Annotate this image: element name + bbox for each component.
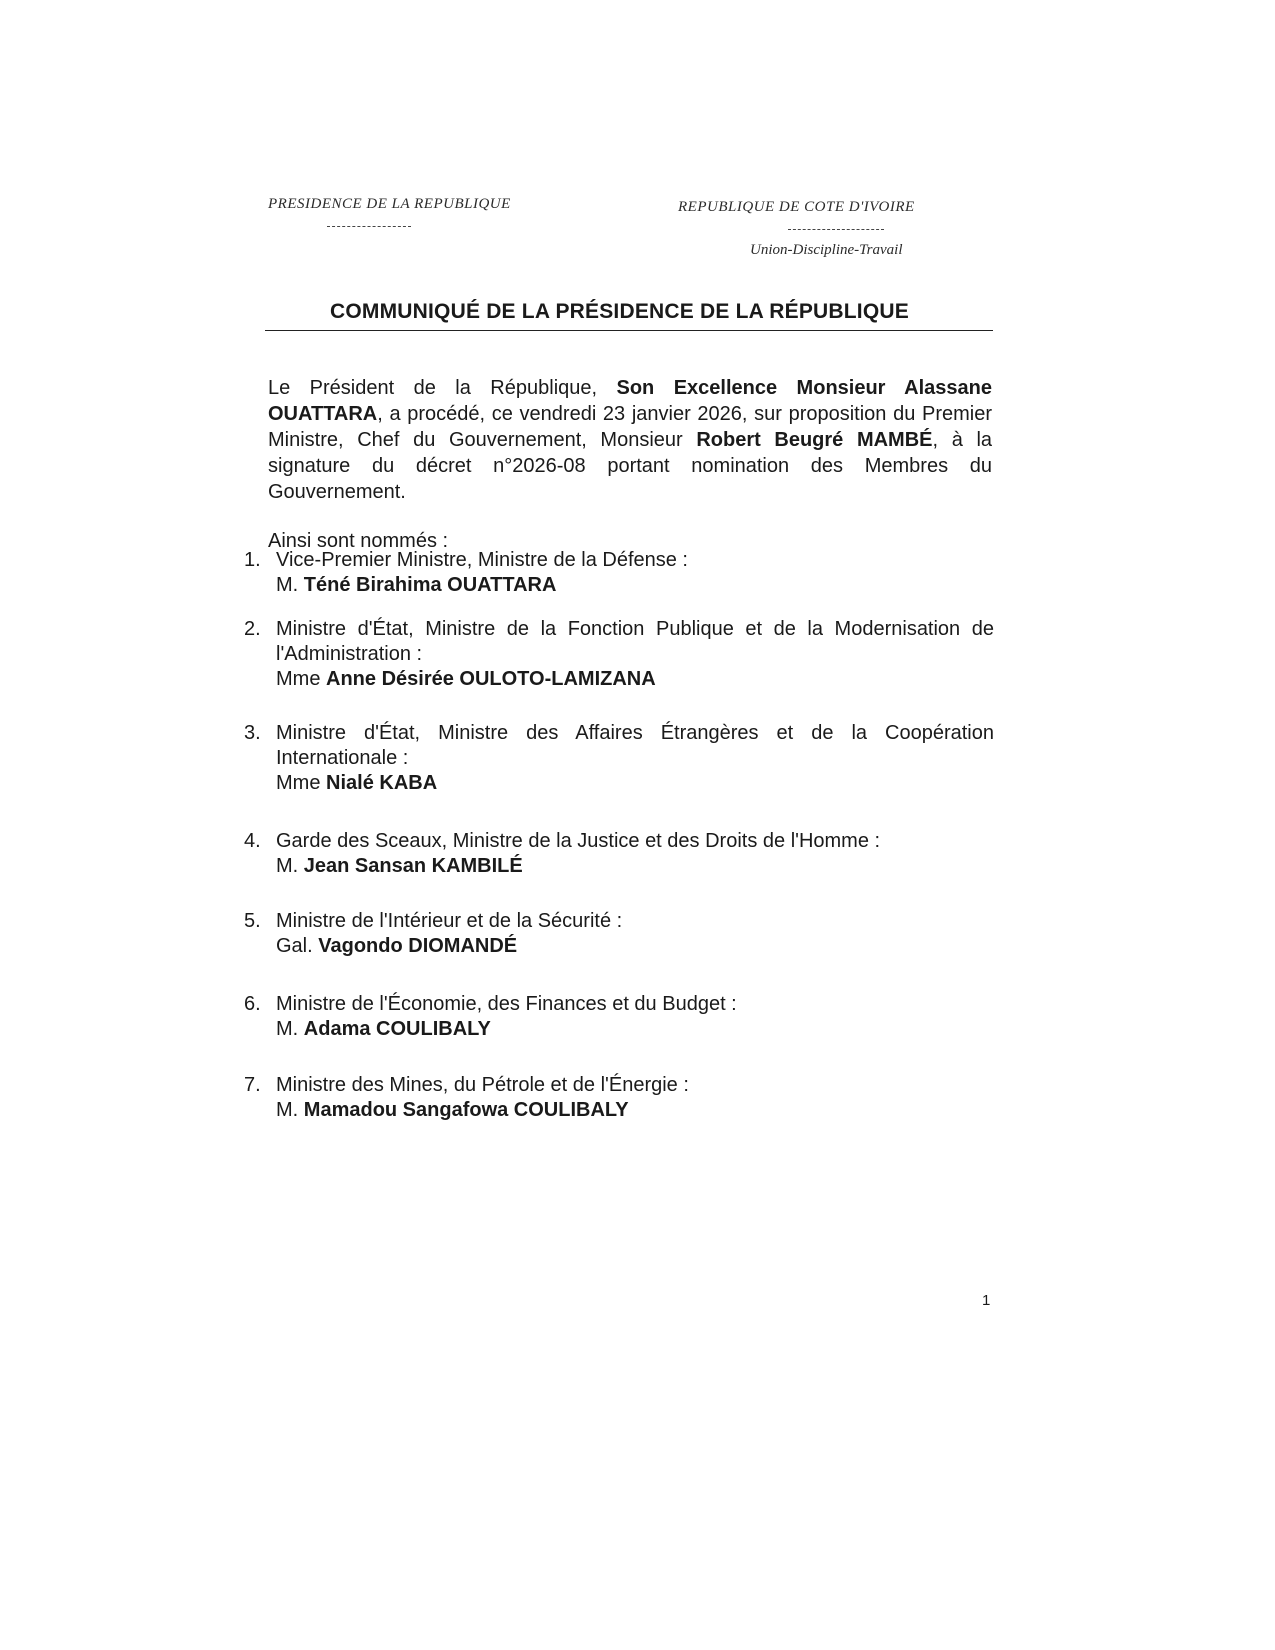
national-motto: Union-Discipline-Travail (750, 242, 903, 258)
appointment-item (244, 548, 994, 598)
item-name: Mamadou Sangafowa COULIBALY (303, 1099, 629, 1121)
appointment-item (244, 617, 994, 692)
item-role: Ministre d'État, Ministre des Affaires Étrangères et de la Coopération Internationale : (276, 722, 994, 769)
item-name: Téné Birahima OUATTARA (303, 574, 557, 596)
appointment-item (244, 992, 994, 1042)
intro-paragraph (268, 375, 992, 505)
intro-text-1: Le Président de la République, (268, 377, 617, 399)
header-republique: REPUBLIQUE DE COTE D'IVOIRE (678, 199, 915, 215)
intro-prime-minister-name: Robert Beugré MAMBÉ (696, 429, 933, 451)
item-person (276, 1098, 994, 1123)
item-number: 4. (244, 830, 261, 852)
item-person (276, 934, 994, 959)
page-number: 1 (982, 1292, 991, 1309)
title-underline (265, 330, 993, 331)
item-person (276, 667, 994, 692)
item-role: Vice-Premier Ministre, Ministre de la Défense : (276, 549, 688, 571)
item-name: Adama COULIBALY (303, 1018, 491, 1040)
appointment-item (244, 721, 994, 796)
item-honorific: Mme (276, 668, 321, 690)
header-left-divider (327, 226, 411, 227)
item-honorific: M. (276, 1099, 299, 1121)
communique-title: COMMUNIQUÉ DE LA PRÉSIDENCE DE LA RÉPUBLIQUE (330, 300, 909, 323)
appointment-item (244, 1073, 994, 1123)
intro-text-2: , a procédé, ce vendredi 23 janvier 2026, sur proposition du Premier Ministre, Chef du Gouvernement, Monsieur (268, 403, 992, 451)
item-person (276, 771, 994, 796)
appointments-lead: Ainsi sont nommés : (268, 530, 449, 552)
item-number: 3. (244, 722, 261, 744)
item-role: Ministre de l'Économie, des Finances et du Budget : (276, 993, 737, 1015)
item-name: Nialé KABA (326, 772, 438, 794)
item-name: Anne Désirée OULOTO-LAMIZANA (326, 668, 656, 690)
item-number: 6. (244, 993, 261, 1015)
intro-text-3: , à la signature du décret n°2026-08 portant nomination des Membres du Gouvernement. (268, 429, 993, 503)
item-person (276, 1017, 994, 1042)
appointment-item (244, 909, 994, 959)
item-role: Ministre de l'Intérieur et de la Sécurité : (276, 910, 623, 932)
item-role: Garde des Sceaux, Ministre de la Justice et des Droits de l'Homme : (276, 830, 881, 852)
item-honorific: M. (276, 855, 299, 877)
header-presidence: PRESIDENCE DE LA REPUBLIQUE (268, 196, 511, 212)
item-honorific: M. (276, 574, 299, 596)
item-number: 1. (244, 549, 261, 571)
item-number: 5. (244, 910, 261, 932)
item-honorific: Gal. (276, 935, 313, 957)
item-number: 7. (244, 1074, 261, 1096)
item-role: Ministre d'État, Ministre de la Fonction Publique et de la Modernisation de l'Administration : (276, 618, 994, 665)
item-name: Jean Sansan KAMBILÉ (303, 855, 523, 877)
intro-president-name: Son Excellence Monsieur Alassane OUATTARA (268, 377, 992, 425)
item-name: Vagondo DIOMANDÉ (318, 935, 518, 957)
item-person (276, 573, 994, 598)
header-right-divider (788, 229, 884, 230)
item-person (276, 854, 994, 879)
item-honorific: M. (276, 1018, 299, 1040)
item-number: 2. (244, 618, 261, 640)
item-role: Ministre des Mines, du Pétrole et de l'Énergie : (276, 1074, 689, 1096)
appointment-item (244, 829, 994, 879)
item-honorific: Mme (276, 772, 321, 794)
